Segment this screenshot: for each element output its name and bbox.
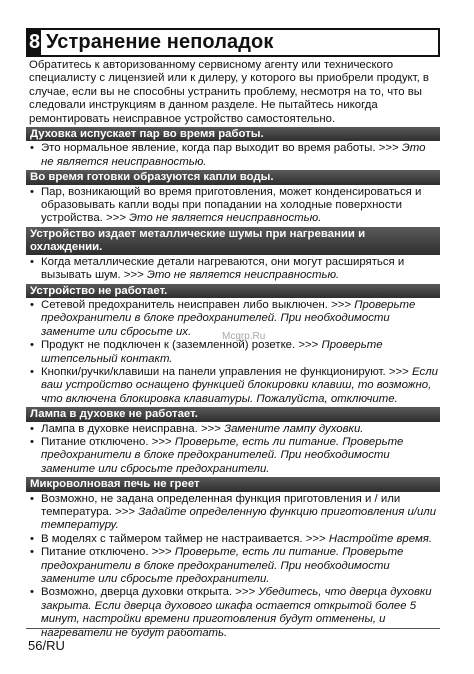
issue-list	[26, 493, 440, 640]
list-item	[26, 546, 440, 586]
bullet-icon: •	[30, 185, 34, 198]
bullet-icon: •	[30, 435, 34, 448]
sections-container	[26, 127, 440, 640]
section-heading: Устройство не работает.	[26, 284, 440, 298]
list-item	[26, 142, 440, 169]
bullet-icon: •	[30, 492, 34, 505]
issue-solution: Это не является неисправностью.	[129, 212, 322, 225]
issue-solution: Проверьте, есть ли питание. Проверьте предохранители в блоке предохранителей. При необходимости замените или сбросьте предохранители.	[41, 546, 404, 586]
bullet-icon: •	[30, 339, 34, 352]
watermark: Mcgrp.Ru	[222, 331, 266, 342]
issue-cause: Лампа в духовке неисправна. >>>	[41, 422, 225, 435]
issue-solution: Проверьте предохранители в блоке предохранителей. При необходимости замените или сбросьте их.	[41, 298, 416, 338]
issue-cause: Продукт не подключен к (заземленной) розетке. >>>	[41, 339, 322, 352]
list-item	[26, 493, 440, 533]
chapter-number: 8	[28, 31, 41, 53]
list-item	[26, 533, 440, 546]
issue-solution: Это не является неисправностью.	[41, 142, 426, 168]
issue-cause: Кнопки/ручки/клавиши на панели управления не функционируют. >>>	[41, 365, 412, 378]
issue-solution: Это не является неисправностью.	[146, 269, 340, 282]
section-heading: Во время готовки образуются капли воды.	[26, 170, 440, 184]
section-heading: Лампа в духовке не работает.	[26, 407, 440, 421]
issue-solution: Задайте определенную функцию приготовления и/или температуру.	[41, 506, 437, 532]
issue-list	[26, 142, 440, 169]
issue-cause: Сетевой предохранитель неисправен либо выключен. >>>	[41, 298, 355, 311]
list-item	[26, 366, 440, 406]
issue-cause: В моделях с таймером таймер не настраивается. >>>	[41, 532, 329, 545]
bullet-icon: •	[30, 255, 34, 268]
issue-list	[26, 256, 440, 283]
bullet-icon: •	[30, 298, 34, 311]
issue-solution: Замените лампу духовки.	[224, 422, 364, 435]
issue-solution: Если ваш устройство оснащено функцией блокировки клавиш, то возможно, что включена блокировка клавиатуры. Пожалуйста, отключите.	[41, 365, 439, 405]
issue-cause: Питание отключено. >>>	[41, 546, 175, 559]
issue-cause: Питание отключено. >>>	[41, 435, 175, 448]
issue-solution: Проверьте штепсельный контакт.	[41, 339, 383, 365]
issue-cause: Возможно, не задана определенная функция приготовления и / или температура. >>>	[41, 492, 401, 518]
issue-cause: Это нормальное явление, когда пар выходит во время работы. >>>	[41, 142, 402, 155]
issue-solution: Проверьте, есть ли питание. Проверьте предохранители в блоке предохранителей. При необходимости замените или сбросьте предохранители.	[41, 435, 404, 475]
intro-paragraph: Обратитесь к авторизованному сервисному агенту или технического специалисту с лицензией или к дилеру, у которого вы приобрели продукт, в случае, если вы не способны устранить проблему, несмотря на то, что вы следовали инструкциям в данном разделе. Не пытайтесь никогда ремонтировать неисправное устройство самостоятельно.	[29, 59, 429, 125]
bullet-icon: •	[30, 532, 34, 545]
page-number: 56/RU	[28, 638, 65, 653]
issue-solution: Настройте время.	[328, 532, 433, 545]
issue-list	[26, 299, 440, 406]
section-heading: Устройство издает металлические шумы при нагревании и охлаждении.	[26, 227, 440, 255]
issue-list	[26, 423, 440, 477]
footer-divider	[26, 628, 440, 629]
bullet-icon: •	[30, 365, 34, 378]
list-item	[26, 423, 440, 436]
list-item	[26, 186, 440, 226]
issue-list	[26, 186, 440, 226]
bullet-icon: •	[30, 546, 34, 559]
issue-solution: Убедитесь, что дверца духовки закрыта. Если дверца духового шкафа остается открытой более 5 минут, настройки времени приготовления будут отменены, и нагреватели не будут работать.	[41, 586, 432, 639]
issue-cause: Возможно, дверца духовки открыта. >>>	[41, 586, 259, 599]
list-item	[26, 256, 440, 283]
list-item	[26, 586, 440, 640]
chapter-header	[26, 28, 440, 57]
list-item	[26, 339, 440, 366]
section-heading: Микроволновая печь не греет	[26, 477, 440, 491]
list-item	[26, 436, 440, 476]
issue-cause: Пар, возникающий во время приготовления, может конденсироваться и образовывать капли воды при попадании на холодные поверхности устройства. >>>	[41, 185, 422, 225]
bullet-icon: •	[30, 586, 34, 599]
bullet-icon: •	[30, 422, 34, 435]
issue-cause: Когда металлические детали нагреваются, они могут расширяться и вызывать шум. >>>	[41, 255, 405, 282]
section-heading: Духовка испускает пар во время работы.	[26, 127, 440, 141]
bullet-icon: •	[30, 142, 34, 155]
chapter-title: Устранение неполадок	[46, 31, 274, 53]
